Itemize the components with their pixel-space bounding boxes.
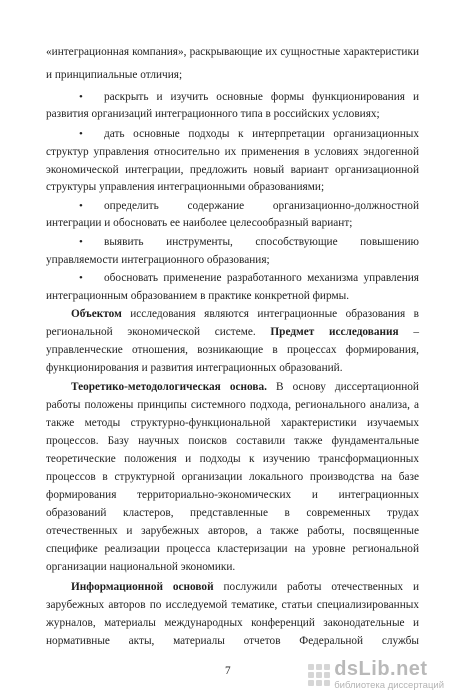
text-line: «интеграционная компания», раскрывающие их сущностные характеристики [46, 46, 419, 58]
dslib-logo-icon [308, 664, 330, 686]
text-line: специфике реализации процесса кластеризации на уровне региональной [46, 543, 419, 555]
bullet-icon: • [79, 272, 83, 284]
watermark-logo [334, 659, 444, 691]
page-number: 7 [225, 665, 231, 677]
text-line: экономической интеграции, предложить новый вариант организационной [46, 164, 419, 176]
watermark-subtitle: библиотека диссертаций [334, 680, 444, 691]
text-line: структур управления относительно их применения в условиях эндогенной [46, 146, 419, 158]
text-line: отечественных и зарубежных авторов, а также работы, посвященные [46, 525, 419, 537]
term-subject: Предмет исследования [270, 326, 399, 338]
text-line: процессов. Базу научных поисков составили также фундаментальные [46, 435, 419, 447]
text-line: образований кластеров, представленные в современных трудах [46, 507, 419, 519]
text-line: структуры управления интеграционными образованиями; [46, 181, 325, 193]
text-line: также методы структурно-функциональной характеристики изучаемых [46, 417, 419, 429]
text-line: и принципиальные отличия; [46, 69, 183, 81]
text-line: обосновать применение разработанного механизма управления [104, 272, 419, 284]
term-information: Информационной основой [71, 581, 214, 593]
text-line: управляемости интеграционного образования; [46, 254, 270, 266]
text-line: региональной экономической системе. Предмет исследования – [46, 326, 419, 338]
text-line: работы положены принципы системного подхода, регионального анализа, а [46, 399, 419, 411]
text-line: зарубежных авторов по исследуемой тематике, статьи специализированных [46, 599, 419, 611]
text-line: интеграции и обосновать ее наиболее целесообразный вариант; [46, 217, 353, 229]
text-line: дать основные подходы к интерпретации организационных [104, 128, 419, 140]
text-line: формирования территориально-экономических и интеграционных [46, 489, 419, 501]
text-line: раскрыть и изучить основные формы функционирования и [104, 91, 419, 103]
text-line: интеграционным образованием в практике конкретной фирмы. [46, 290, 350, 302]
text-line: функционирования и развития интеграционных образований. [46, 362, 343, 374]
bullet-icon: • [79, 200, 83, 212]
text-line: журналов, материалы международных конференций законодательные и [46, 617, 419, 629]
term-theory: Теоретико-методологическая основа. [71, 381, 267, 393]
bullet-icon: • [79, 91, 83, 103]
text-line: развития организаций интеграционного типа в российских условиях; [46, 108, 380, 120]
bullet-icon: • [79, 236, 83, 248]
text-line: Информационной основой послужили работы отечественных и [71, 581, 419, 593]
bullet-icon: • [79, 128, 83, 140]
watermark-name: dsLib.net [334, 658, 428, 680]
text-line: организации национальной экономики. [46, 561, 236, 573]
text-line: Объектом исследования являются интеграционные образования в [71, 308, 419, 320]
text-line: выявить инструменты, способствующие повышению [104, 236, 419, 248]
text-line: определить содержание организационно-должностной [104, 200, 419, 212]
watermark [308, 659, 444, 691]
text-line: Теоретико-методологическая основа. В основу диссертационной [71, 381, 419, 393]
text-line: теоретические положения и подходы к изучению трансформационных [46, 453, 419, 465]
term-object: Объектом [71, 308, 122, 320]
text-line: нормативные акты, материалы отчетов Федеральной службы [46, 635, 419, 647]
text-line: процессов в структурной организации локального производства на базе [46, 471, 419, 483]
text-line: управленческие отношения, возникающие в процессах формирования, [46, 344, 419, 356]
